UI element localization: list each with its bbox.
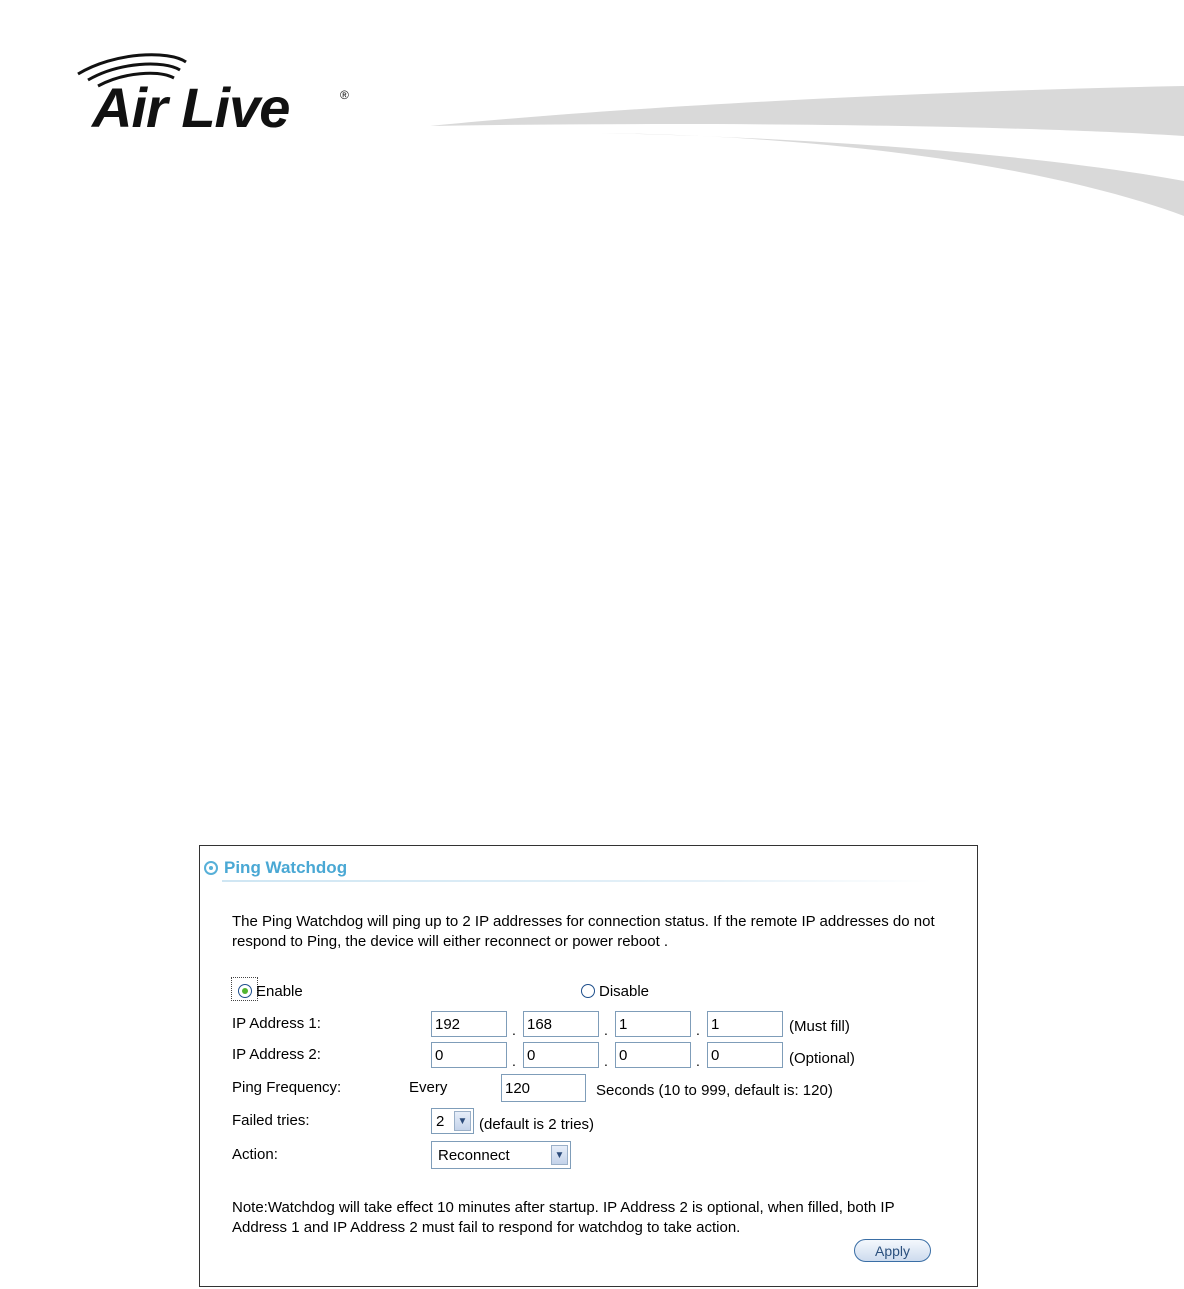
ip2-octet-3[interactable] [615, 1042, 691, 1068]
dot-separator: . [696, 1022, 700, 1038]
ip1-label: IP Address 1: [232, 1015, 321, 1032]
action-select[interactable] [431, 1141, 571, 1169]
enable-option[interactable] [238, 982, 303, 1000]
failed-tries-select[interactable] [431, 1108, 474, 1134]
disable-radio[interactable] [581, 984, 595, 998]
registered-mark: ® [340, 88, 349, 102]
dot-separator: . [512, 1053, 516, 1069]
airlive-logo [74, 52, 364, 142]
ip2-label: IP Address 2: [232, 1046, 321, 1063]
dot-separator: . [696, 1053, 700, 1069]
failed-tries-value: 2 [436, 1112, 445, 1130]
chevron-down-icon[interactable]: ▼ [551, 1145, 568, 1165]
ip1-octet-1[interactable] [431, 1011, 507, 1037]
header-swoosh [430, 86, 1184, 221]
title-divider [222, 880, 932, 882]
logo-text: Air Live [92, 76, 290, 139]
target-icon [204, 861, 218, 875]
ip2-hint: (Optional) [789, 1050, 855, 1067]
ping-frequency-hint: Seconds (10 to 999, default is: 120) [596, 1082, 833, 1099]
failed-tries-label: Failed tries: [232, 1112, 310, 1129]
disable-label: Disable [599, 982, 650, 1000]
ping-frequency-input[interactable] [501, 1074, 586, 1102]
enable-radio[interactable] [238, 984, 252, 998]
chevron-down-icon[interactable]: ▼ [454, 1111, 471, 1131]
action-value: Reconnect [438, 1146, 510, 1164]
ip1-octet-2[interactable] [523, 1011, 599, 1037]
ping-frequency-label: Ping Frequency: [232, 1079, 342, 1096]
dot-separator: . [604, 1053, 608, 1069]
ip2-octet-4[interactable] [707, 1042, 783, 1068]
apply-button[interactable]: Apply [854, 1239, 931, 1262]
ip1-hint: (Must fill) [789, 1018, 850, 1035]
ip1-octet-3[interactable] [615, 1011, 691, 1037]
enable-label: Enable [256, 982, 303, 1000]
dot-separator: . [604, 1022, 608, 1038]
ip2-octet-1[interactable] [431, 1042, 507, 1068]
every-label: Every [409, 1079, 448, 1096]
note-text: Note:Watchdog will take effect 10 minutes after startup. IP Address 2 is optional, when filled, both IP Address 1 and IP Address 2 must fail to respond for watchdog to take action. [232, 1199, 895, 1236]
dot-separator: . [512, 1022, 516, 1038]
failed-tries-hint: (default is 2 tries) [479, 1116, 595, 1133]
description-text: The Ping Watchdog will ping up to 2 IP addresses for connection status. If the remote IP addresses do not respond to Ping, the device will either reconnect or power reboot . [232, 913, 935, 950]
ping-watchdog-panel [199, 845, 978, 1287]
ip1-octet-4[interactable] [707, 1011, 783, 1037]
panel-title-text: Ping Watchdog [224, 858, 348, 877]
panel-title [204, 858, 347, 878]
ip2-octet-2[interactable] [523, 1042, 599, 1068]
action-label: Action: [232, 1146, 278, 1163]
disable-option[interactable] [581, 982, 649, 1000]
